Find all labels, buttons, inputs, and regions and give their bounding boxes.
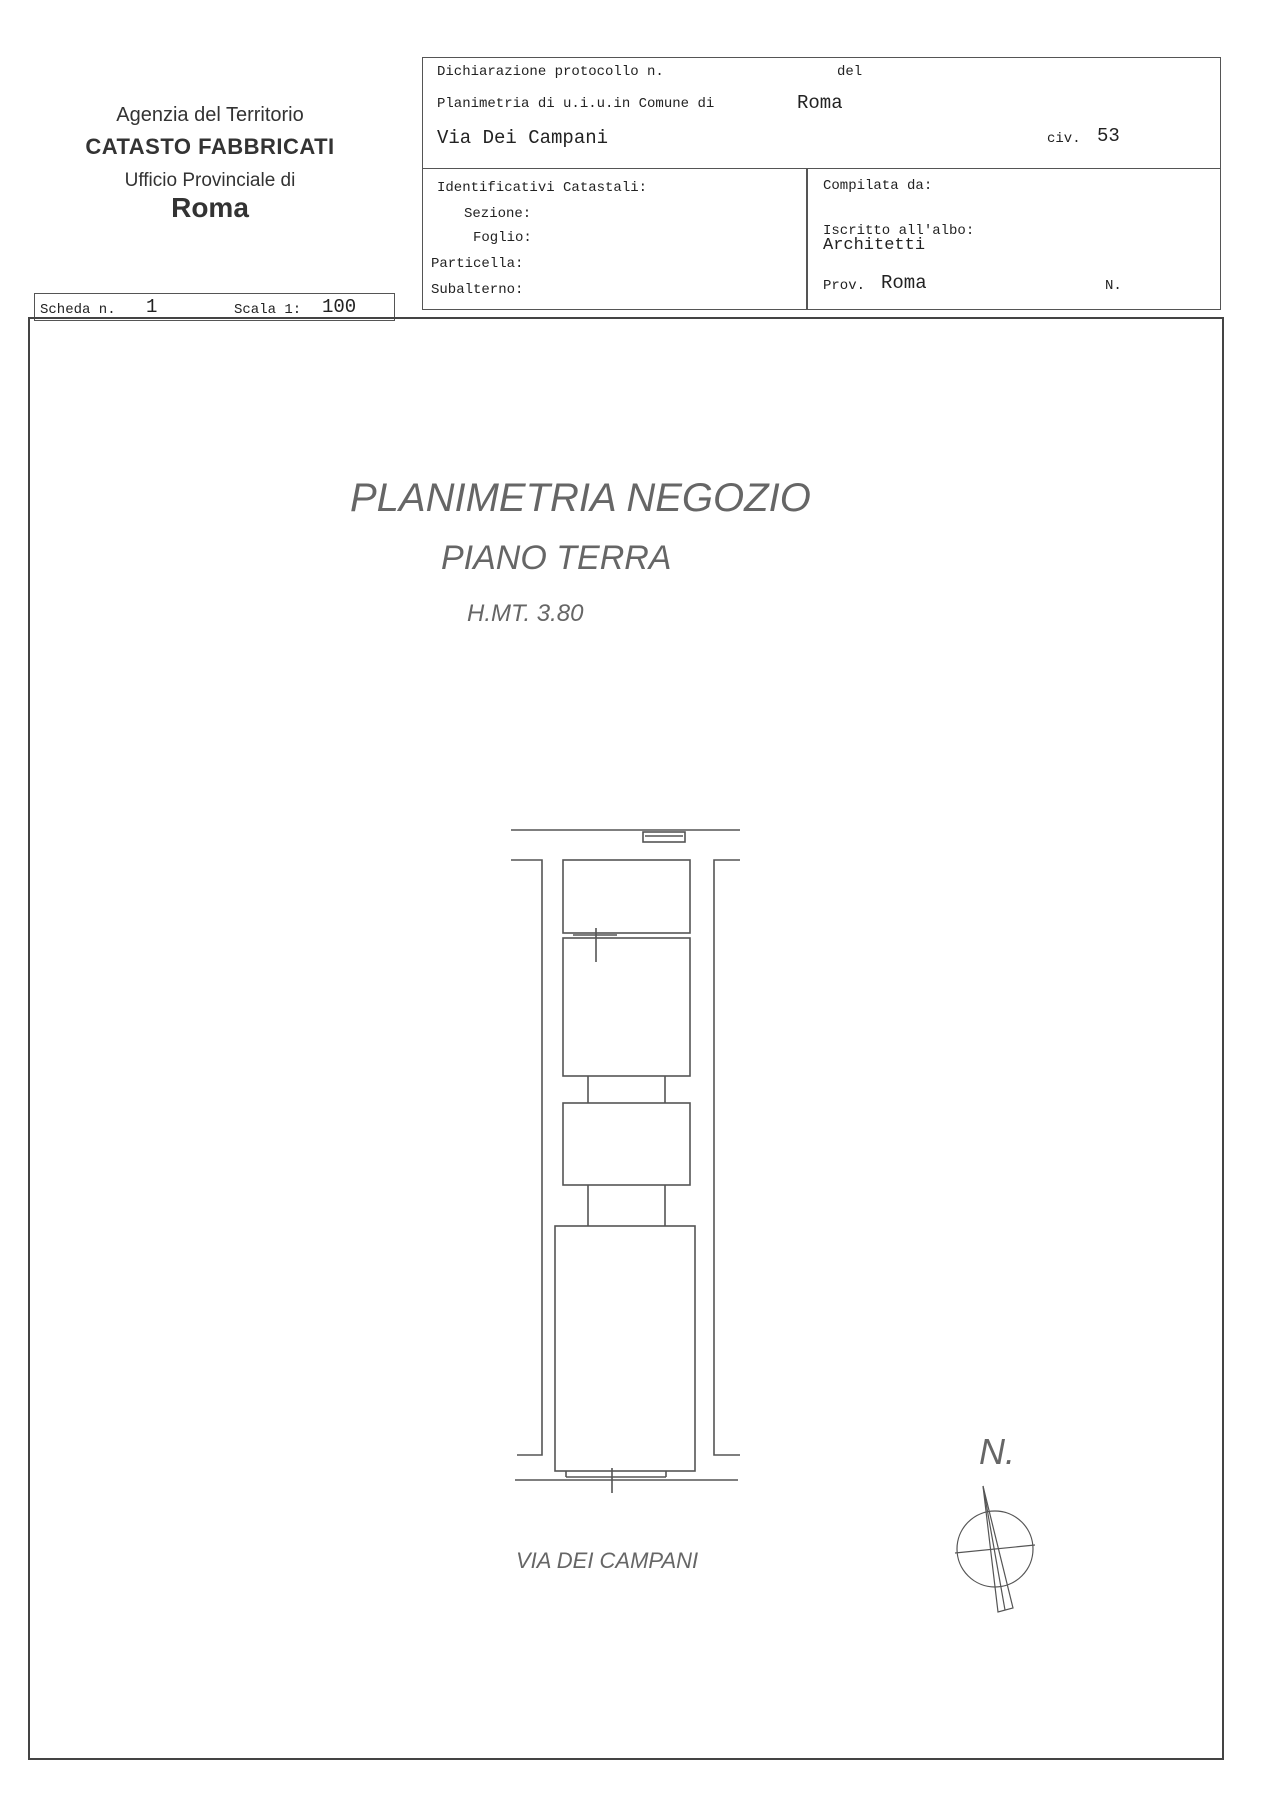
subalterno-label: Subalterno:	[431, 282, 524, 298]
north-arrow-icon	[955, 1486, 1035, 1612]
civ-label: civ.	[1047, 131, 1081, 147]
identifiers-heading: Identificativi Catastali:	[437, 180, 648, 196]
street-value: Via Dei Campani	[437, 127, 609, 149]
office-label: Ufficio Provinciale di	[124, 170, 296, 191]
comune-value: Roma	[797, 92, 843, 114]
scala-value: 100	[322, 296, 357, 318]
compilata-label: Compilata da:	[823, 178, 933, 194]
prov-value: Roma	[881, 272, 927, 294]
del-label: del	[837, 64, 863, 80]
particella-label: Particella:	[431, 256, 524, 272]
n-label: N.	[1105, 278, 1122, 294]
protocol-label: Dichiarazione protocollo n.	[437, 64, 664, 80]
scala-label: Scala 1:	[234, 302, 302, 318]
scheda-value: 1	[146, 296, 158, 318]
drawing-title: PLANIMETRIA NEGOZIO	[350, 476, 811, 520]
street-label: VIA DEI CAMPANI	[516, 1548, 699, 1573]
north-label: N.	[979, 1431, 1015, 1472]
albo-value: Architetti	[823, 236, 926, 255]
prov-label: Prov.	[823, 278, 866, 294]
scheda-label: Scheda n.	[40, 302, 116, 318]
iscritto-label: Iscritto all'albo:	[823, 223, 975, 239]
floor-label: PIANO TERRA	[441, 539, 672, 577]
agency-name: Agenzia del Territorio	[116, 104, 304, 126]
office-city: Roma	[171, 192, 249, 223]
planimetria-label: Planimetria di u.i.u.in Comune di	[437, 96, 715, 112]
catasto-title: CATASTO FABBRICATI	[85, 134, 335, 159]
height-label: H.MT. 3.80	[467, 600, 584, 627]
foglio-label: Foglio:	[473, 230, 532, 246]
sezione-label: Sezione:	[464, 206, 532, 222]
civ-value: 53	[1097, 125, 1120, 147]
